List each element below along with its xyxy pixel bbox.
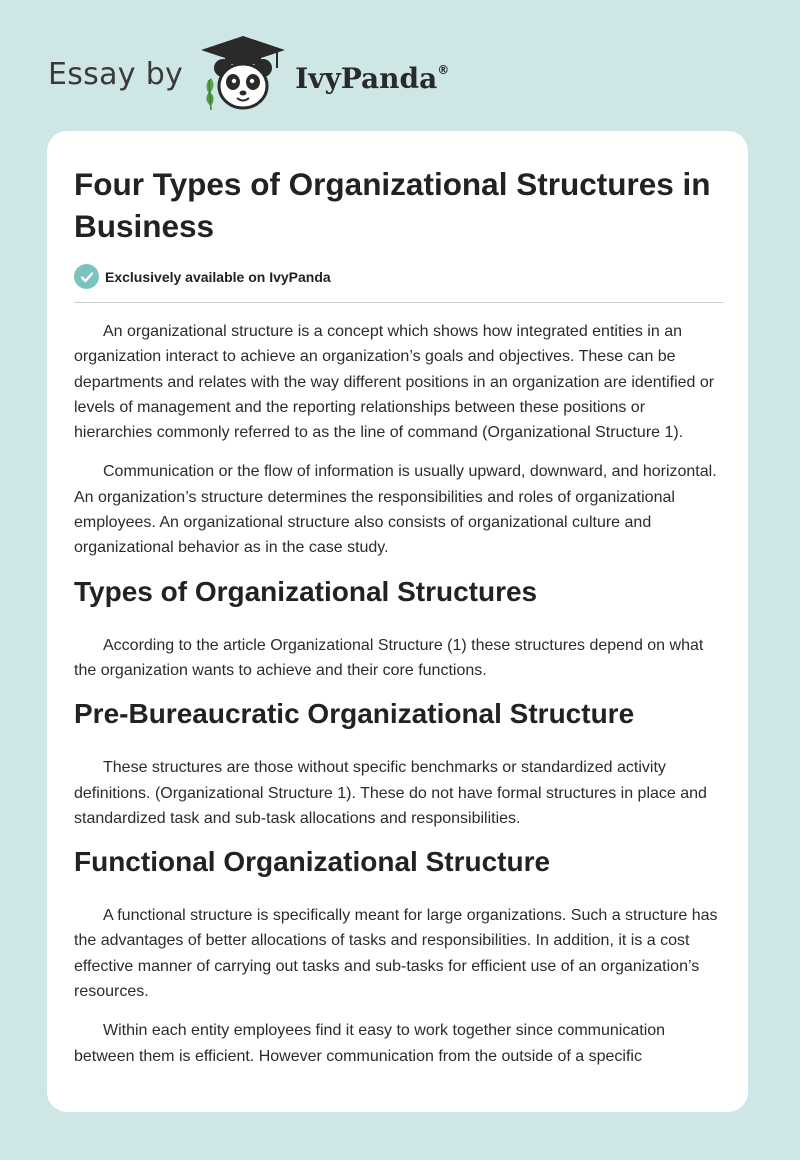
divider xyxy=(74,302,724,303)
section-heading-functional: Functional Organizational Structure xyxy=(74,846,551,878)
article-body xyxy=(74,319,724,1069)
paragraph: These structures are those without specific benchmarks or standardized activity definitions. (Organizational Structure 1). These do not have formal structures in place and standardized task and sub-task allocations and responsibilities. xyxy=(74,759,707,827)
check-icon xyxy=(74,264,99,289)
paragraph: An organizational structure is a concept which shows how integrated entities in an organization interact to achieve an organization’s goals and objectives. These can be departments and relates with the way different positions in an organization are identified or levels of management and the reporting relationships between these positions or hierarchies commonly referred to as the line of command (Organizational Structure 1). xyxy=(74,323,715,442)
exclusive-badge xyxy=(74,264,724,289)
section-heading-types: Types of Organizational Structures xyxy=(74,575,538,607)
brand-name[interactable]: IvyPanda® xyxy=(295,61,450,95)
paragraph: A functional structure is specifically meant for large organizations. Such a structure has the advantages of better allocations of tasks and responsibilities. In addition, it is a cost effective manner of carrying out tasks and sub-tasks for efficient use of an organization’s resources. xyxy=(74,907,718,1001)
exclusive-badge-label: Exclusively available on IvyPanda xyxy=(105,268,331,285)
registered-mark: ® xyxy=(437,62,450,77)
paragraph: Communication or the flow of information is usually upward, downward, and horizontal. An organization’s structure determines the responsibilities and roles of organizational employees. An organizational structure also consists of organizational culture and organizational behavior as in the case study. xyxy=(74,463,717,557)
essay-by-label: Essay by xyxy=(48,56,184,92)
page-title: Four Types of Organizational Structures in Business xyxy=(74,166,711,244)
ivypanda-logo-icon[interactable] xyxy=(197,34,289,114)
section-heading-pre-bureaucratic: Pre-Bureaucratic Organizational Structure xyxy=(74,698,635,730)
essay-card xyxy=(47,131,748,1112)
site-header xyxy=(48,34,449,114)
paragraph: According to the article Organizational Structure (1) these structures depend on what the organization wants to achieve and their core functions. xyxy=(74,636,704,679)
paragraph: Within each entity employees find it easy to work together since communication between them is efficient. However communication from the outside of a specific xyxy=(74,1022,666,1065)
